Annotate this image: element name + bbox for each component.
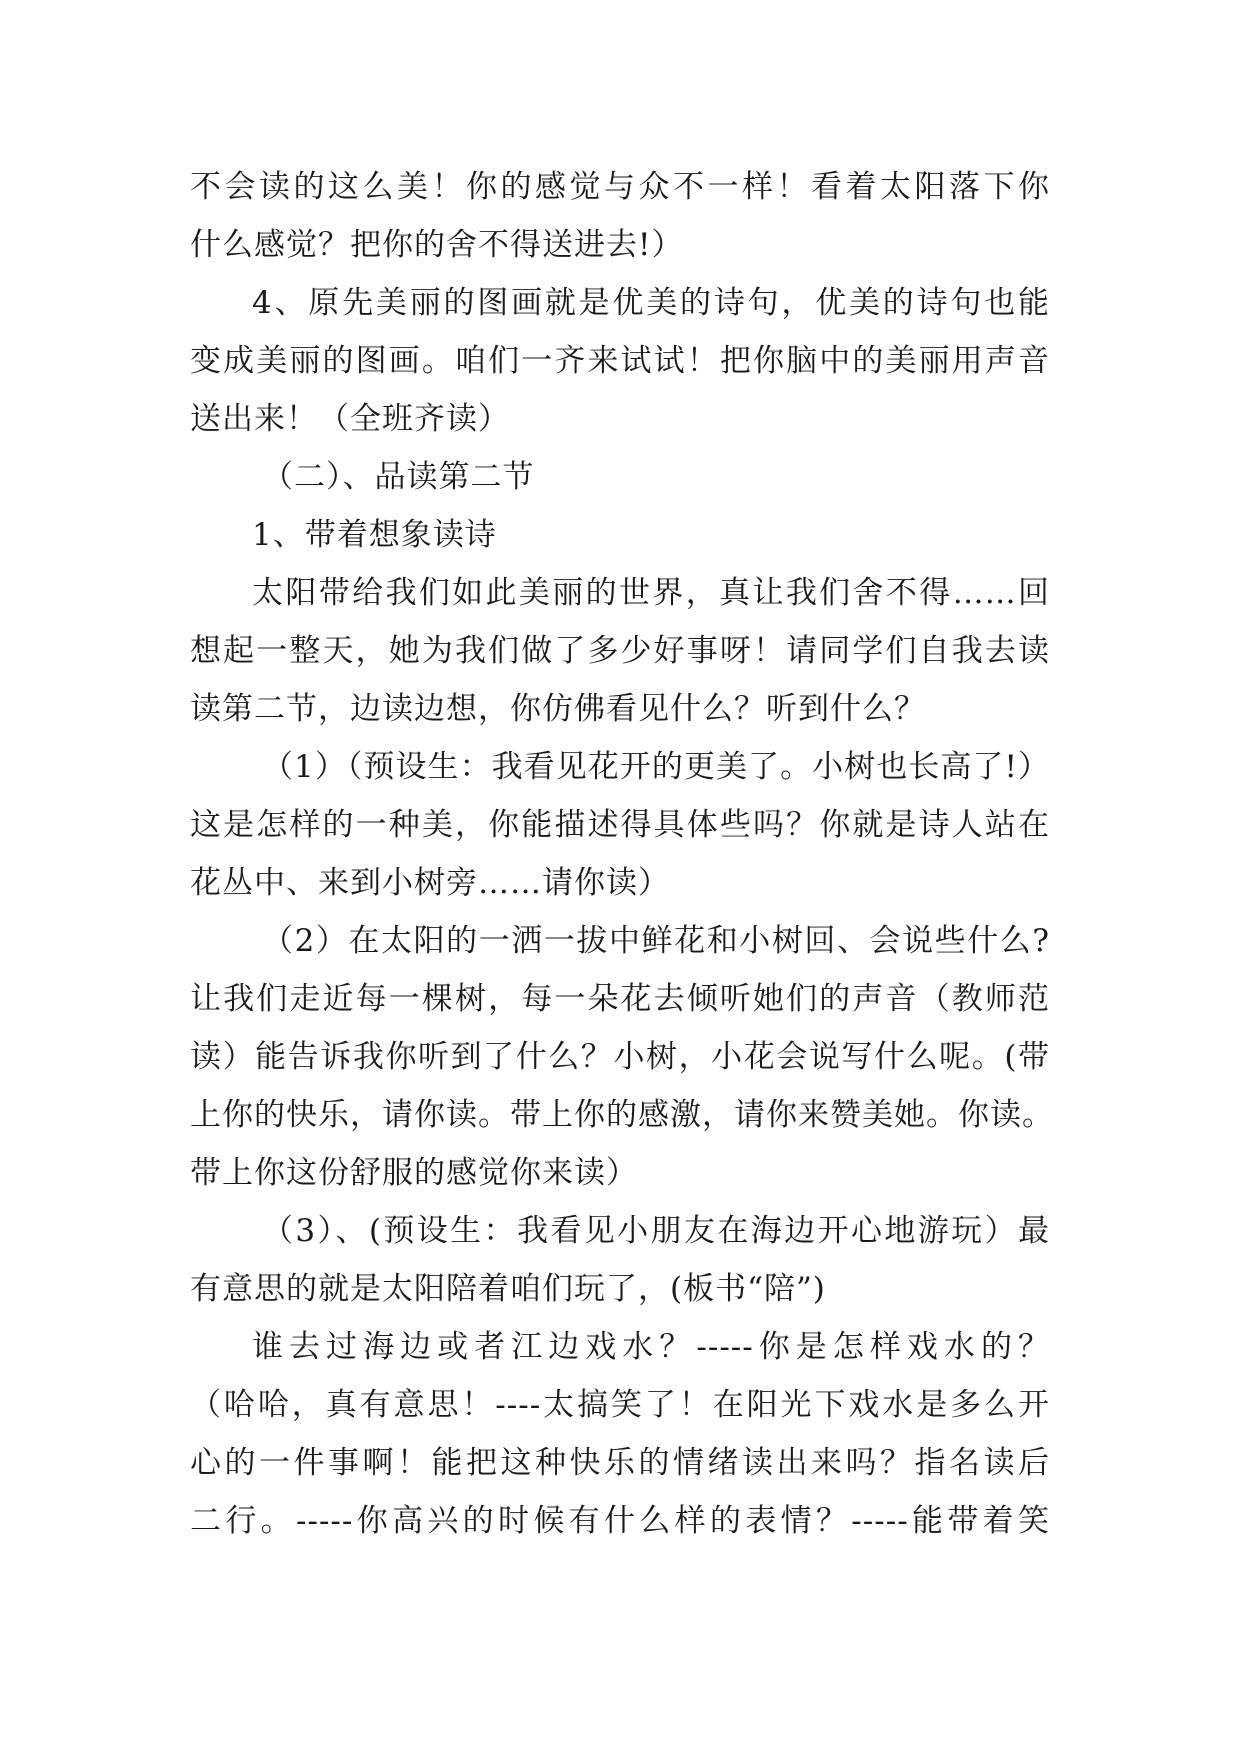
text-line: （哈哈，真有意思！----太搞笑了！在阳光下戏水是多么开 [190, 1387, 1050, 1423]
text-line: 什么感觉？把你的舍不得送进去!） [190, 227, 684, 263]
text-line: （2）在太阳的一洒一拔中鲜花和小树回、会说些什么? [262, 923, 1050, 959]
document-body [190, 158, 1054, 1550]
text-line: 太阳带给我们如此美丽的世界，真让我们舍不得……回 [252, 575, 1050, 611]
section-heading: （二）、品读第二节 [262, 459, 535, 495]
text-line: 不会读的这么美！你的感觉与众不一样！看着太阳落下你 [190, 169, 1050, 205]
text-line: 花丛中、来到小树旁……请你读） [190, 865, 670, 901]
text-line: 读第二节，边读边想，你仿佛看见什么？听到什么？ [190, 691, 926, 727]
text-line: 上你的快乐，请你读。带上你的感激，请你来赞美她。你读。 [190, 1097, 1054, 1133]
text-line: 送出来！（全班齐读） [190, 401, 510, 437]
text-line: 变成美丽的图画。咱们一齐来试试！把你脑中的美丽用声音 [190, 343, 1050, 379]
text-line: 带上你这份舒服的感觉你来读） [190, 1155, 638, 1191]
text-line: 谁去过海边或者江边戏水？-----你是怎样戏水的？ [252, 1329, 1050, 1365]
text-line: 想起一整天，她为我们做了多少好事呀！请同学们自我去读 [190, 633, 1050, 669]
text-line: 心的一件事啊！能把这种快乐的情绪读出来吗？指名读后 [190, 1445, 1050, 1481]
text-line: 这是怎样的一种美，你能描述得具体些吗？你就是诗人站在 [190, 807, 1050, 843]
text-line: 4、原先美丽的图画就是优美的诗句，优美的诗句也能 [252, 285, 1050, 321]
text-line: 有意思的就是太阳陪着咱们玩了，(板书“陪”) [190, 1271, 826, 1307]
text-line: 读）能告诉我你听到了什么？小树，小花会说写什么呢。(带 [190, 1039, 1050, 1075]
text-line: （3）、(预设生：我看见小朋友在海边开心地游玩）最 [262, 1213, 1050, 1249]
text-line: （1）（预设生：我看见花开的更美了。小树也长高了!） [262, 749, 1050, 785]
text-line: 二行。-----你高兴的时候有什么样的表情？-----能带着笑 [190, 1503, 1050, 1539]
text-line: 让我们走近每一棵树，每一朵花去倾听她们的声音（教师范 [190, 981, 1050, 1017]
subsection-heading: 1、带着想象读诗 [252, 517, 497, 553]
